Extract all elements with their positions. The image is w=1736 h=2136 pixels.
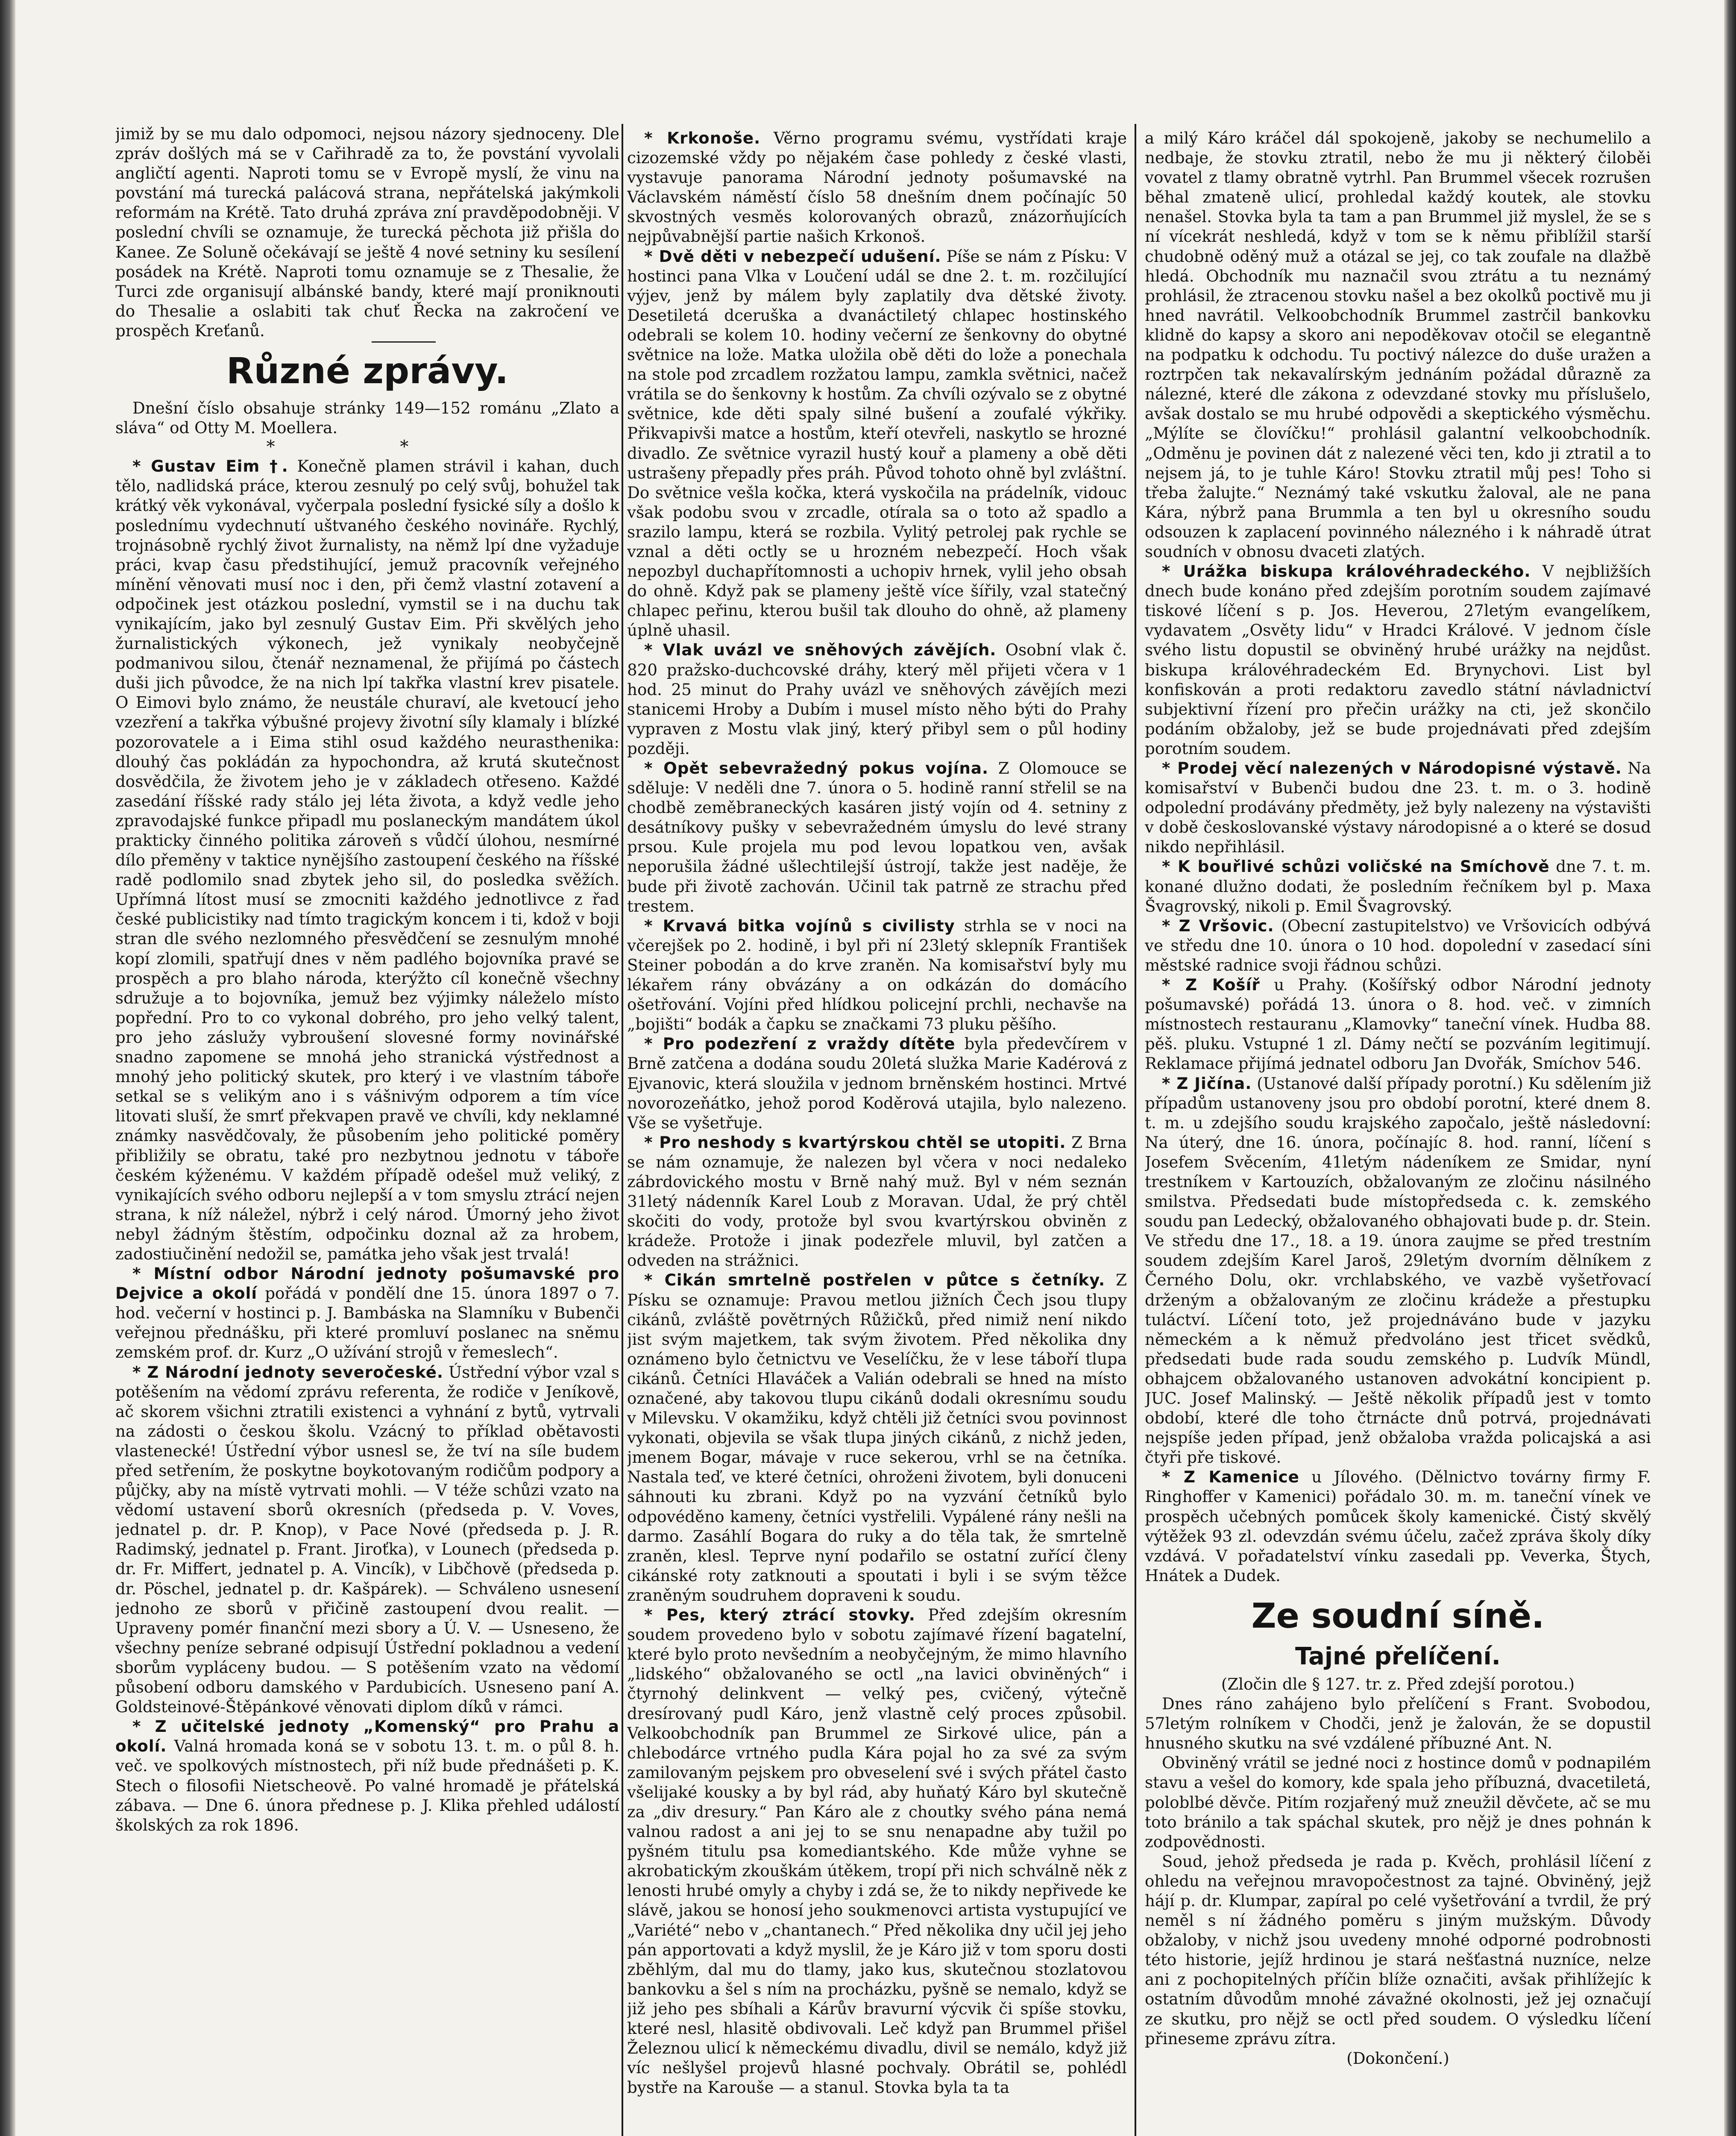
column-1 bbox=[115, 124, 619, 2136]
news-headline: * Z Jičína. bbox=[1162, 1074, 1252, 1093]
news-body: byla předevčírem v Brně zatčena a dodána soudu 20letá služka Marie Kadérová z Ejvanovic, která sloužila v jednom brněnském hostinci. Mrtvé novorozeňátko, jehož porod Koděrová utajila, bylo nalezeno. Vše se vyšetřuje. bbox=[627, 1034, 1127, 1132]
news-body: Píše se nám z Písku: V hostinci pana Vlka v Loučení udál se dne 2. t. m. rozčilující výjev, jenž by málem byly zaplatily dva dětské životy. Desetiletá dceruška a dvanáctiletý chlapec hostinského odebrali se kolem 10. hodiny večerní ze šenkovny do obytné světnice na lože. Matka uložila obě děti do lože a ponechala na stole pod zrcadlem rozžatou lampu, zamkla světnici, načež vrátila se do šenkovny k hostům. Za chvíli ozývalo se z obytné světnice, kde děti spaly silné bušení a zoufalé výkřiky. Přikvapivši matce a hostům, kteří otevřeli, naskytlo se hrozné divadlo. Ze světnice vyrazil hustý kouř a plameny a obě děti ustrašeny přepadly přes práh. Původ tohoto ohně byl zvláštní. Do světnice vešla kočka, která vyskočila na prádelník, vidouc však podobu svou v zrcadle, otírala sa o toto až spadlo a srazilo lampu, která se rozbila. Vylitý petrolej pak rychle se vznal a děti octly se u hrozném nebezpečí. Hoch však nepozbyl duchapřítomnosti a uchopiv hrnek, vylil jeho obsah do ohně. Když pak se plameny ještě více šířily, vzal statečný chlapec peřinu, kterou bušil tak dlouho do ohně, až plameny úplně uhasil. bbox=[627, 246, 1127, 640]
news-headline: * K bouřlivé schůzi voličské na Smíchově bbox=[1162, 857, 1550, 876]
news-body: Ústřední výbor vzal s potěšením na vědomí zprávu referenta, že rodiče v Jeníkově, ač skorem všichni ztratili existenci a vyhnání z bytů, vytrvali na zádosti o českou školu. Vzácný to příklad obětavosti vlastenecké! Ústřední výbor usnesl se, že tví na síle budem před setřením, že poskytne boykotovaným rodičům podpory a půjčky, aby na místě vytrvati mohli. — V téže schůzi vzato na vědomí ustavení sborů okresních (předseda p. V. Voves, jednatel p. dr. P. Knop), v Pace Nové (předseda p. J. R. Radimský, jednatel p. Frant. Jiroťka), v Lounech (předseda p. dr. Fr. Miffert, jednatel p. A. Vincík), v Libčhově (předseda p. dr. Pöschel, jednatel p. dr. Kašpárek). — Schváleno usnesení jednoho ze sborů v přičině zastoupení dvou realit. — Upraveny pomér finanční mezi sbory a Ú. V. — Usneseno, že všechny peníze sebrané odpisují Ústřední pokladnou a vedení sborům vypláceny budou. — S potěšením vzato na vědomí působení odboru damského v Pardubicích. Usneseno paní A. Goldsteinové-Štěpánkové věnovati diplom díků v rámci. bbox=[115, 1362, 619, 1716]
court-section-title: Ze soudní síně. bbox=[1251, 1596, 1545, 1636]
article-text: jimiž by se mu dalo odpomoci, nejsou názory sjednoceny. Dle zpráv došlých má se v Cařihradě za to, že povstání vyvolali angličtí agenti. Naproti tomu se v Evropě myslí, že vinu na povstání má turecká palácová strana, nepřátelská jakýmkoli reformám na Krétě. Tato druhá zpráva zní pravděpodobněji. V poslední chvíli se oznamuje, že turecká pěchota již přišla do Kanee. Ze Soluně očekávají se ještě 4 nové setniny ku sesílení posádek na Krétě. Naproti tomu oznamuje se z Thesalie, že Turci zde organisují albánské bandy, které mají proniknouti do Thesalie a oslabiti tak chuť Řecka na zakročení ve prospěch Kreťanů. bbox=[115, 124, 619, 340]
section-divider bbox=[372, 341, 436, 343]
news-body: Z Brna se nám oznamuje, že nalezen byl včera v noci nedaleko zábrdovického mostu v Brně nahý muž. Byl v ném seznán 31letý nádenník Karel Loub z Moravan. Udal, že prý chtěl skočiti do vody, protože byl svou kvartýrskou obviněn z krádeže. Protože i jinak podezřele mluvil, byl zatčen a odveden na strážnici. bbox=[627, 1133, 1127, 1270]
page-binding-edge-left bbox=[0, 0, 15, 2136]
section-title: Různé zprávy. bbox=[226, 350, 509, 392]
novel-notice: Dnešní číslo obsahuje stránky 149—152 románu „Zlato a sláva“ od Otty M. Moellera. bbox=[115, 399, 619, 437]
news-body: (Obecní zastupitelstvo) ve Vršovicích odbývá ve středu dne 10. února o 10 hod. dopolední v zasedací síni městské radnice svoji řádnou schůzi. bbox=[1145, 916, 1651, 974]
news-body: Konečně plamen strávil i kahan, duch tělo, nadlidská práce, kterou zesnulý po celý svůj, bohužel tak krátký věk vykonával, vyčerpala poslední fysické síly a došlo k poslednímu vydechnutí uštvaného českého novináře. Rychlý, trojnásobně rychlý život žurnalisty, na němž lpí dne vyžaduje práci, kvap času předstihující, jemuž pracovník veřejného mínění věnovati musí noc i den, při čemž vlastní zotavení a odpočinek jest otázkou poslední, vymstil se i na duchu tak vynikajícím, jako byl zesnulý Gustav Eim. Při skvělých jeho žurnalistických výkonech, jež vynikaly neobyčejně podmanivou silou, čtenář neznamenal, že přijímá po částech duši jich původce, že na nich lpí takřka vlastní krev pisatele. O Eimovi bylo známo, že neustále churaví, ale kvetoucí jeho vzezření a takřka výbušné projevy životní síly klamaly i blízké pozorovatele a i Eima stihl osud každého neurasthenika: dlouhý čas pokládán za hypochondra, až krutá skutečnost dosvědčila, že životem jeho je v základech otřeseno. Každé zasedání říšské rady stálo jej léta života, a když vedle jeho zpravodajské funkce připadl mu poslaneckým mandátem úkol prakticky činného politika zároveň s vůdčí úlohou, nesmírné dílo přeměny v taktice nynějšího zastoupení českého na říšské radě podlomilo snad zbytek jeho sil, do posledka svěžích. Upřímná lítost musí se zmocniti každého jednotlivce z řad české publicistiky nad tímto tragickým koncem i ti, kdož v boji stran dle svého nezlomného přesvědčení se zesnulým mnohé kopí zlomili, spatřují dnes v něm padlého bojovníka pravé se prospěch a pro blaho národa, kterýžto cíl konečně všechny sdružuje a to bojovníka, jemuž bez výjimky náleželo místo popřední. Pro to co vykonal dobrého, pro jeho velký talent, pro jeho záslužy vybroušení slovesné formy novinářské snadno zapomene se mnohá jeho stranická výstřednost a mnohý jeho politický skutek, pro který i ve vlastním táboře setkal se s velikým ano i s vášnivým odporem a tím více litovati sluší, že smrť překvapen pravě ve chvíli, kdy neklamné známky nasvědčovaly, že působením jeho politické poměry přibližily se obratu, také pro nezbytnou jednotu v táboře českém kýženému. V každém případě odešel muž veliký, z vynikajících svého odboru nejlepší a v tom smyslu ztrácí nejen strana, k níž náležel, nýbrž i celý národ. Úmorný jeho život nebyl žádným štěstím, odpočinku doznal až za hrobem, zadostiučinění nedožil se, památka jeho však jest trvalá! bbox=[115, 457, 619, 1263]
news-body: V nejbližších dnech bude konáno před zdejším porotním soudem zajímavé tiskové líčení s p. Jos. Heverou, 27letým evangelíkem, vydavatem „Osvěty lidu“ v Hradci Králové. V jednom čísle svého listu dopustil se obviněný hrubé urážky na nejdůst. biskupa královéhradeckém Ed. Brynychovi. List byl konfiskován a proti redaktoru zavedlo státní návladnictví subjektivní řízení pro přečin urážky na cti, jež skončilo podáním obžaloby, jež se bude projednávati před zdejším porotním soudem. bbox=[1145, 562, 1651, 758]
news-body: Osobní vlak č. 820 pražsko-duchcovské dráhy, který měl přijeti včera v 1 hod. 25 minut do Prahy uvázl ve sněhových závějích mezi stanicemi Hroby a Dubím i musel místo něho býti do Prahy vypraven z Mostu vlak jiný, který přibyl sem o půl hodiny později. bbox=[627, 640, 1127, 758]
continuation-note: (Dokončení.) bbox=[1346, 2048, 1449, 2068]
news-headline: * Opět sebevražedný pokus vojína. bbox=[644, 759, 989, 778]
news-headline: * Dvě děti v nebezpečí udušení. bbox=[644, 246, 941, 266]
news-body: strhla se v noci na včerejšek po 2. hodině, i byl při ní 23letý sklepník František Steiner pobodán a do krve zraněn. Na komisařství byly mu lékařem rány obvázány a on odkázán do domácího ošetřování. Vojíni před hlídkou policejní prchli, nechavše na „bojišti“ bodák a čapku se značkami 73 pluku pěšího. bbox=[627, 916, 1127, 1034]
news-body: Z Písku se oznamuje: Pravou metlou jižních Čech jsou tlupy cikánů, zvláště povětrných Růžičků, před nimiž není nikdo jist svým majetkem, tak svým životem. Před několika dny oznámeno bylo četnictvu ve Veselíčku, že v lese táboří tlupa cikánů. Četníci Hlaváček a Valián odebrali se hned na místo označené, aby takovou tlupu cikánů dodali okresnímu soudu v Milevsku. V okamžiku, když chtěli již četníci svou povinnost vykonati, objevila se však tlupa jiných cikánů, z nichž jeden, jmenem Bogar, mávaje v ruce sekerou, vrhl se na četníka. Nastala teď, ve které četníci, ohroženi životem, byli donuceni sáhnouti ku zbrani. Když po na vyzvání četníků bylo odpovéděno kameny, četníci vystřelili. Vypálené rány nešli na darmo. Zasáhlí Bogara do ruky a do těla tak, že smrtelně zraněn, klesl. Teprve nyní podařilo se ostatní zuřící členy cikánské roty zatknouti a spoutati i byli i se svým těžce zraněným soudruhem dopraveni k soudu. bbox=[627, 1270, 1127, 1605]
news-headline: * Vlak uvázl ve sněhových závějích. bbox=[644, 640, 997, 660]
column-rule bbox=[1135, 124, 1136, 2136]
news-body: Věrno programu svému, vystřídati kraje cizozemské vždy po nějakém čase pohledy z české vlasti, vystavuje panorama Národní jednoty pošumavské na Václavském náměstí číslo 58 dnešním dnem počínajíc 50 skvostných vesměs kolorovaných obrazů, znázorňujících nejpůvabnější partie našich Krkonoš. bbox=[627, 129, 1127, 246]
page-binding-edge-right bbox=[1724, 0, 1736, 2136]
news-body: dne 7. t. m. konané dlužno dodati, že posledním řečníkem byl p. Maxa Švagrovský, nikoli p. Emil Švagrovský. bbox=[1145, 857, 1651, 915]
news-body: Valná hromada koná se v sobotu 13. t. m. o půl 8. h. več. ve spolkových místnostech, při níž bude přednášeti p. K. Stech o filosofii Nietscheově. Po valné hromadě je přátelská zábava. — Dne 6. února přednese p. J. Klika přehled událostí školských za rok 1896. bbox=[115, 1737, 619, 1834]
column-2 bbox=[627, 128, 1127, 2136]
court-text: Dnes ráno zahájeno bylo přelíčení s Frant. Svobodou, 57letým rolníkem v Chodči, jenž je žalován, že se dopustil hnusného skutku na své vzdálené příbuzné Ant. N. bbox=[1145, 1694, 1651, 1753]
court-text: Soud, jehož předseda je rada p. Kvěch, prohlásil líčení z ohledu na veřejnou mravopočestnost za tajné. Obviněný, jejž hájí p. dr. Klumpar, zapíral po celé vyšetřování a tvrdil, že prý neměl s ní žádného poměru s jiným mužským. Důvody obžaloby, v nichž jsou uvedeny mnohé odporné podrobnosti této historie, jejíž hrdinou je stará nešťastná nuzníce, nelze ani z pochopitelných příčin blíže označiti, avšak přihlížejíc k ostatním důvodům mnohé závažné okolnosti, jež jej označují ze skutku, pro nějž se octl před soudem. O výsledku líčení přineseme zprávu zítra. bbox=[1145, 1851, 1651, 2048]
news-headline: * Pes, který ztrácí stovky. bbox=[644, 1605, 915, 1625]
news-headline: * Z Kamenice bbox=[1162, 1467, 1299, 1487]
separator-stars: * * bbox=[266, 437, 469, 457]
court-text: Obviněný vrátil se jedné noci z hostince domů v podnapilém stavu a vešel do komory, kde spala jeho příbuzná, dvacetiletá, poloblbé děvče. Pitím rozjařený muž zneužil děvčete, ač se mu toto bránilo a tak spáchal skutek, pro nějž je dnes pohnán k zodpovědnosti. bbox=[1145, 1753, 1651, 1851]
news-headline: * Z Národní jednoty severočeské. bbox=[132, 1362, 444, 1382]
news-body-continued: a milý Káro kráčel dál spokojeně, jakoby se nechumelilo a nedbaje, že stovku ztratil, nebo že mu ji některý čiloběi vovatel z tlamy obratně vytrhl. Pan Brummel všecek rozrušen běhal zmateně ulicí, prohledal každý koutek, ale stovku nenašel. Stovka byla ta tam a pan Brummel již myslel, že se s ní vícekrát neshledá, když v tom se k němu přiblížil starší chudobně oděný muž a otázal se jej, co tak zoufale na dlažbě hledá. Obchodník mu naznačil svou ztrátu a tu neznámý prohlásil, že ztracenou stovku našel a bez okolků poctivě mu ji hned navrátil. Velkoobchodník Brummel zastrčil bankovku klidně do kapsy a skoro ani nepoděkovav otočil se elegantně na podpatku k odchodu. Tu poctivý nálezce do duše uražen a roztrpčen tak nekavalírským jednáním požádal důrazně za nálezné, které dle zákona z odevzdané stovky mu příslušelo, avšak dostalo se mu hrubé odpovědi a skeptického výsměchu. „Mýlíte se človíčku!“ prohlásil galantní velkoobchodník. „Odměnu je povinen dát z nalezené věci ten, kdo ji ztratil a to nejsem já, to je tuhle Káro! Stovku ztratil můj pes! Toho si třeba žalujte.“ Neznámý také vskutku žaloval, ale ne pana Kára, nýbrž pana Brummla a ten byl u okresního soudu odsouzen k zaplacení povinného nálezného i k náhradě útrat soudních v obnosu dvaceti zlatých. bbox=[1145, 129, 1651, 561]
news-body: Na komisařství v Bubenči budou dne 23. t. m. o 3. hodině odpolední prodávány předměty, jež byly nalezeny na výstavišti v době českoslovanské výstavy národopisné a o které se dosud nikdo nepřihlásil. bbox=[1145, 759, 1651, 857]
news-headline: * Z Vršovic. bbox=[1162, 916, 1274, 935]
news-headline: * Z učitelské jednoty „Komenský“ pro Prahu a okolí. bbox=[115, 1717, 619, 1756]
news-headline: * Krvavá bitka vojínů s civilisty bbox=[644, 916, 955, 935]
court-subtitle: Tajné přelíčení. bbox=[1295, 1642, 1501, 1670]
news-headline: * Místní odbor Národní jednoty pošumavské pro Dejvice a okolí bbox=[115, 1264, 619, 1303]
news-body: (Ustanové další případy porotní.) Ku sdělením již případům ustanoveny jsou pro období porotní, které dnem 8. t. m. u zdejšího soudu krajského započalo, ještě následovní: Na úterý, dne 16. února, počínajíc 8. hod. ranní, líčení s Josefem Svěcením, 41letým nádeníkem ze Smidar, nyní trestníkem v Kartouzích, obžalovaným ze zločinu násilného smilstva. Předsedati bude místopředseda c. k. zemského soudu pan Ledecký, obžalovaného obhajovati bude p. dr. Stein. Ve středu dne 17., 18. a 19. února zaujme se před trestním soudem zdejším Karel Jaroš, 29letým dvorním dělníkem z Černého Dolu, okr. vrchlabského, ve vazbě vyšetřovací drženým a obžalovaným ze zločinu krádeže a přestupku tuláctví. Líčení toto, jež projednáváno bude v jazyku německém a k němuž předvoláno jest třicet svědků, předsedati bude rada soudu zemského p. Ludvík Mündl, obhajcem obžalovaného ustanoven advokátní koncipient p. JUC. Josef Malinský. — Ještě několik případů jest v tomto období, které dle toho čtrnácte dnů potrvá, projednávati nejspíše jeden případ, jenž obžaloba vražda policajská a asi čtyři pře tiskové. bbox=[1145, 1074, 1651, 1467]
news-headline: * Pro neshody s kvartýrskou chtěl se utopiti. bbox=[644, 1133, 1066, 1152]
court-case-note: (Zločin dle § 127. tr. z. Před zdejší porotou.) bbox=[1221, 1674, 1575, 1693]
news-headline: * Pro podezření z vraždy dítěte bbox=[644, 1034, 956, 1053]
news-headline: * Prodej věcí nalezených v Národopisné výstavě. bbox=[1162, 759, 1622, 778]
news-headline: * Krkonoše. bbox=[644, 129, 761, 147]
news-body: Před zdejším okresním soudem provedeno bylo v sobotu zajímavé řízení bagatelní, které bylo proto nevšedním a neobyčejným, že mimo hlavního „lidského“ obžalovaného se octl „na lavici obviněných“ i čtyrnohý delinkvent — velký pes, cvičený, výtečně dresírovaný pudl Káro, jenž vlastně celý proces způsobil. Velkoobchodník pan Brummel ze Sirkové ulice, pán a chlebodárce vrtného pudla Kára pojal ho za své za svým zamilovaným pejskem pro obveselení své i svých přátel často všelijaké kousky a by byl rád, aby huňatý Káro byl skutečně za „div dresury.“ Pan Káro ale z choutky svého pána nemá valnou radost a ani jej to se snu nenapadne aby tužil po pyšném titulu psa komediantského. Kde může vyhne se akrobatickým zkouškám útěkem, tropí při nich schválně něk z lenosti hrubé omyly a chyby i zdá se, že to nikdy nepřivede ke slávě, jakou se honosí jeho soukmenovci artista vystupující ve „Variété“ nebo v „chantanech.“ Před několika dny učil jej jeho pán apportovati a když myslil, že je Káro již v tom sporu dosti zběhlým, dal mu do tlamy, jako kus, skutečnou stozlatovou bankovku a šel s ním na procházku, pyšně se nemalo, když se již jeho pes sbíhali a Kárův bravurní výcvik či spíše stovku, které nesl, hlasitě obdivovali. Leč když pan Brummel přišel Železnou ulicí k německému divadlu, divil se nemálo, když již víc nešlyšel projevů hlasné pochvaly. Obrátil se, pohlédl bystře na Karouše — a stanul. Stovka byla ta ta bbox=[627, 1605, 1127, 2097]
news-headline: * Gustav Eim †. bbox=[132, 457, 288, 476]
news-body: pořádá v pondělí dne 15. února 1897 o 7. hod. večerní v hostinci p. J. Bambáska na Slamníku v Bubenči veřejnou přednášku, při které promluví poslanec na sněmu zemském prof. dr. Kurz „O užívání strojů v řemeslech“. bbox=[115, 1284, 619, 1362]
column-3 bbox=[1145, 128, 1651, 2136]
news-body: u Jílového. (Dělnictvo továrny firmy F. Ringhoffer v Kamenici) pořádalo 30. m. m. taneční vínek ve prospěch učebných pomůcek školy kamenické. Čistý skvělý výtěžek 93 zl. odevzdán svému účelu, začež zpráva školy díky vzdává. V pořadatelství vínku zasedali pp. Veverka, Štych, Hnátek a Dudek. bbox=[1145, 1467, 1651, 1585]
news-headline: * Cikán smrtelně postřelen v půtce s četníky. bbox=[644, 1270, 1106, 1290]
news-headline: * Urážka biskupa královéhradeckého. bbox=[1162, 562, 1531, 581]
column-rule bbox=[622, 124, 623, 2136]
news-body: Z Olomouce se sděluje: V neděli dne 7. února o 5. hodině ranní střelil se na chodbě zeměbraneckých kasáren jistý vojín od 4. setniny z desátníkovy pušky v sebevražedném úmyslu do levé strany prsou. Kule projela mu pod levou lopatkou ven, avšak neporušila žádné ušlechtilejší ústrojí, takže jest naděje, že bude při životě zachován. Učinil tak patrně ze strachu před trestem. bbox=[627, 759, 1127, 915]
news-headline: * Z Košíř bbox=[1162, 975, 1260, 995]
news-body: u Prahy. (Košířský odbor Národní jednoty pošumavské) pořádá 13. února o 8. hod. več. v zimních místnostech restauranu „Klamovky“ taneční vínek. Hudba 88. pěš. pluku. Vstupné 1 zl. Dámy nečtí se pozváním legitimují. Reklamace přijímá jednatel odboru Jan Dvořák, Smíchov 546. bbox=[1145, 975, 1651, 1073]
